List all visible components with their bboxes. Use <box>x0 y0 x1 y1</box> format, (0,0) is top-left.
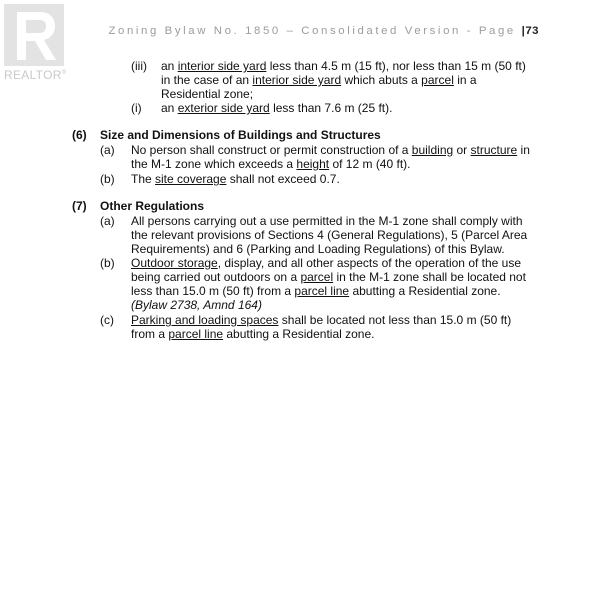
list-item-text-line: an exterior side yard less than 7.6 m (25 ft). <box>161 101 393 115</box>
defined-term-link: parcel line <box>168 327 224 341</box>
defined-term-link: Outdoor storage <box>131 256 218 270</box>
list-marker: (a) <box>100 214 115 228</box>
list-marker: (b) <box>100 172 115 186</box>
list-item-text-line: Residential zone; <box>161 87 254 101</box>
defined-term-link: parcel <box>300 270 334 284</box>
list-item-text-line: No person shall construct or permit construction of a building or structure in <box>131 143 530 157</box>
list-item-text-line: Requirements) and 6 (Parking and Loading Regulations) of this Bylaw. <box>131 242 505 256</box>
defined-term-link: structure <box>470 143 518 157</box>
list-item-text-line: All persons carrying out a use permitted in the M-1 zone shall comply with <box>131 214 523 228</box>
list-item-text-line: from a parcel line abutting a Residential zone. <box>131 327 375 341</box>
realtor-logo <box>4 4 72 84</box>
defined-term-link: interior side yard <box>252 73 342 87</box>
list-item-text-line: the relevant provisions of Sections 4 (General Regulations), 5 (Parcel Area <box>131 228 528 242</box>
defined-term-link: interior side yard <box>177 59 267 73</box>
list-item-text-line: Outdoor storage, display, and all other aspects of the operation of the use <box>131 256 522 270</box>
section-number: (6) <box>72 128 87 142</box>
defined-term-link: site coverage <box>155 172 227 186</box>
defined-term-link: parcel line <box>294 284 350 298</box>
header-separator: | <box>521 25 526 37</box>
list-item-text-line: the M-1 zone which exceeds a height of 12 m (40 ft). <box>131 157 411 171</box>
list-item-text-line: being carried out outdoors on a parcel in the M-1 zone shall be located not <box>131 270 526 284</box>
defined-term-link: building <box>411 143 454 157</box>
realtor-r-icon <box>4 4 64 66</box>
section-number: (7) <box>72 199 87 213</box>
page-header <box>108 25 539 37</box>
list-item-text-line: Parking and loading spaces shall be located not less than 15.0 m (50 ft) <box>131 313 512 327</box>
realtor-logo-text: REALTOR® <box>4 68 67 82</box>
list-item-text-line: The site coverage shall not exceed 0.7. <box>131 172 340 186</box>
list-marker: (a) <box>100 143 115 157</box>
list-item-text-line: an interior side yard less than 4.5 m (15 ft), nor less than 15 m (50 ft) <box>161 59 526 73</box>
defined-term-link: parcel <box>421 73 454 87</box>
defined-term-link: exterior side yard <box>177 101 270 115</box>
amendment-note: (Bylaw 2738, Amnd 164) <box>131 298 262 312</box>
section-title: Other Regulations <box>100 199 205 213</box>
page-number: 73 <box>525 25 539 37</box>
list-item-text-line: in the case of an interior side yard which abuts a parcel in a <box>161 73 477 87</box>
list-marker: (c) <box>100 313 114 327</box>
list-item-text-line: less than 15.0 m (50 ft) from a parcel line abutting a Residential zone. <box>131 284 501 298</box>
defined-term-link: Parking and loading spaces <box>131 313 279 327</box>
list-marker: (iii) <box>131 59 147 73</box>
section-title: Size and Dimensions of Buildings and Structures <box>100 128 381 142</box>
header-title: Zoning Bylaw No. 1850 – Consolidated Version - Page <box>108 25 516 37</box>
list-marker: (b) <box>100 256 115 270</box>
list-marker: (i) <box>131 101 142 115</box>
defined-term-link: height <box>296 157 330 171</box>
